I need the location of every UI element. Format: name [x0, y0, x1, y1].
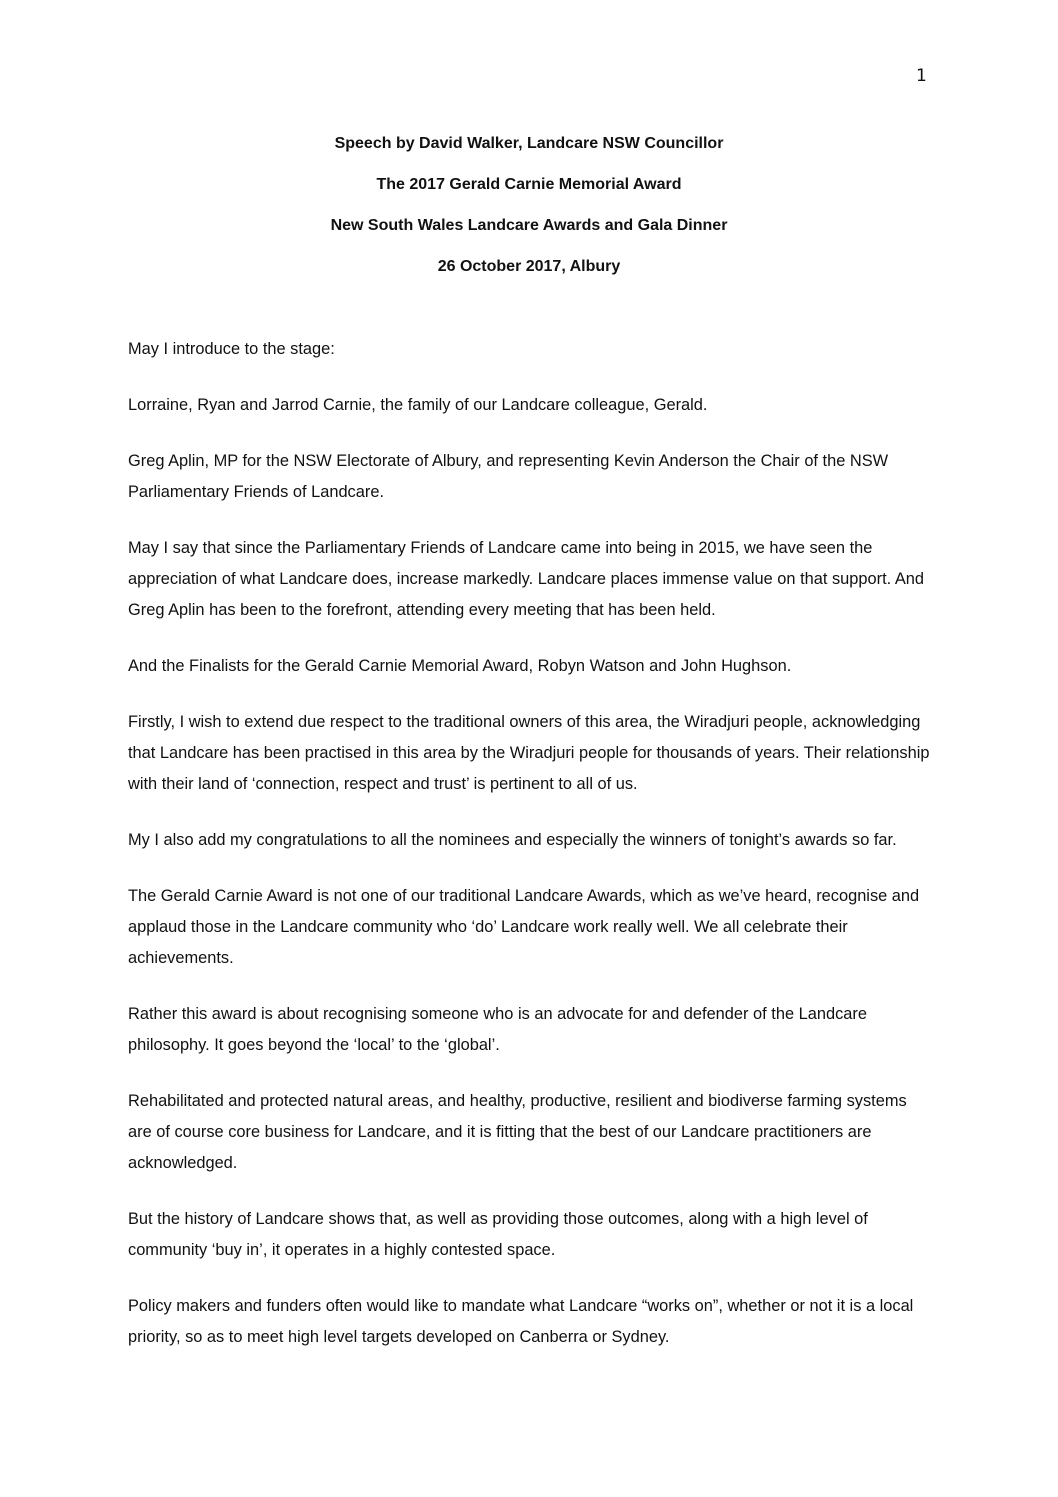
paragraph: Rather this award is about recognising someone who is an advocate for and defender of the Landcare philosophy. It goes beyond the ‘local’ to the ‘global’.: [128, 1005, 867, 1054]
paragraph: My I also add my congratulations to all the nominees and especially the winners of tonight’s awards so far.: [128, 831, 897, 849]
paragraph: But the history of Landcare shows that, as well as providing those outcomes, along with a high level of community ‘buy in’, it operates in a highly contested space.: [128, 1210, 868, 1259]
paragraph: May I say that since the Parliamentary Friends of Landcare came into being in 2015, we have seen the appreciation of what Landcare does, increase markedly. Landcare places immense value on that support. And Greg Aplin has been to the forefront, attending every meeting that has been held.: [128, 539, 925, 619]
page-number: 1: [916, 66, 927, 86]
paragraph: Rehabilitated and protected natural areas, and healthy, productive, resilient and biodiverse farming systems are of course core business for Landcare, and it is fitting that the best of our Landcare practitioners are acknowledged.: [128, 1092, 907, 1172]
heading-event-line: New South Wales Landcare Awards and Gala Dinner: [330, 217, 728, 234]
paragraph: The Gerald Carnie Award is not one of our traditional Landcare Awards, which as we’ve heard, recognise and applaud those in the Landcare community who ‘do’ Landcare work really well. We all celebrate their achievements.: [128, 887, 920, 967]
heading-award-line: The 2017 Gerald Carnie Memorial Award: [376, 176, 682, 193]
paragraph: Lorraine, Ryan and Jarrod Carnie, the family of our Landcare colleague, Gerald.: [128, 396, 708, 414]
paragraph: Policy makers and funders often would like to mandate what Landcare “works on”, whether or not it is a local priority, so as to meet high level targets developed on Canberra or Sydney.: [128, 1297, 914, 1346]
paragraph: Greg Aplin, MP for the NSW Electorate of Albury, and representing Kevin Anderson the Chair of the NSW Parliamentary Friends of Landcare.: [128, 452, 889, 501]
speech-heading: [128, 134, 930, 298]
heading-date-line: 26 October 2017, Albury: [437, 258, 621, 275]
speech-body: [128, 334, 934, 1378]
paragraph: And the Finalists for the Gerald Carnie Memorial Award, Robyn Watson and John Hughson.: [128, 657, 792, 675]
paragraph: May I introduce to the stage:: [128, 340, 335, 358]
heading-speaker-line: Speech by David Walker, Landcare NSW Councillor: [334, 135, 724, 152]
paragraph: Firstly, I wish to extend due respect to the traditional owners of this area, the Wiradjuri people, acknowledging that Landcare has been practised in this area by the Wiradjuri people for thousands of years. Their relationship with their land of ‘connection, respect and trust’ is pertinent to all of us.: [128, 713, 930, 793]
